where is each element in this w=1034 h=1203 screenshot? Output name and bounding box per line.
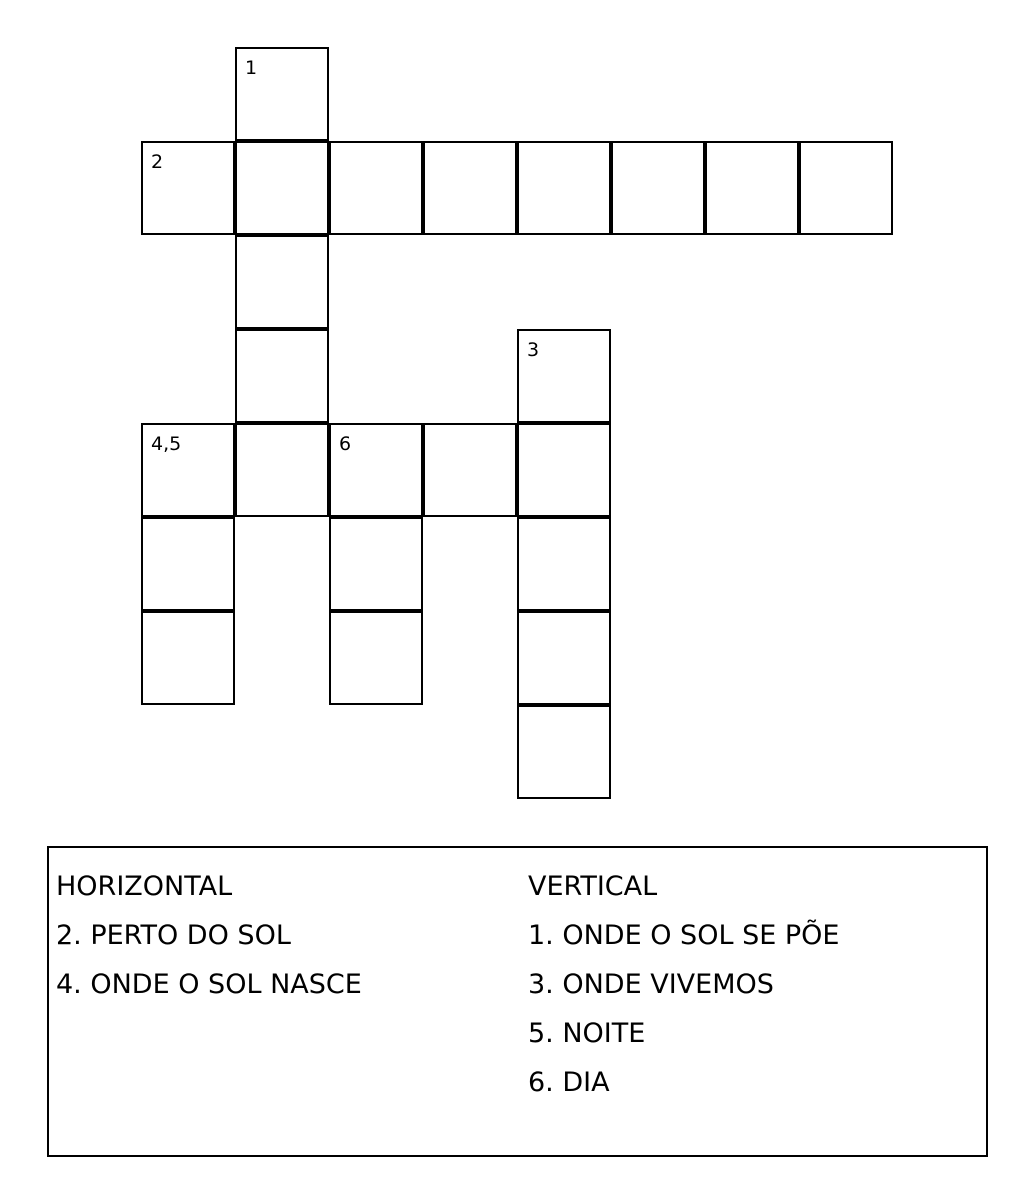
crossword-cell[interactable] xyxy=(517,423,611,517)
clue-vertical-5: 5. NOITE xyxy=(528,1018,646,1049)
crossword-cell[interactable] xyxy=(235,235,329,329)
horizontal-clues xyxy=(56,862,362,1009)
clues-box xyxy=(47,846,988,1157)
crossword-cell[interactable] xyxy=(235,423,329,517)
crossword-cell[interactable] xyxy=(423,423,517,517)
crossword-cell[interactable] xyxy=(141,423,235,517)
clue-vertical-1: 1. ONDE O SOL SE PÕE xyxy=(528,920,840,951)
crossword-cell[interactable] xyxy=(141,611,235,705)
crossword-cell[interactable] xyxy=(141,517,235,611)
cell-number: 1 xyxy=(245,57,258,79)
clue-horizontal-2: 2. PERTO DO SOL xyxy=(56,920,291,951)
crossword-cell[interactable] xyxy=(329,141,423,235)
crossword-cell[interactable] xyxy=(705,141,799,235)
crossword-cell[interactable] xyxy=(329,611,423,705)
cell-number: 2 xyxy=(151,151,164,173)
crossword-cell[interactable] xyxy=(799,141,893,235)
crossword-cell[interactable] xyxy=(423,141,517,235)
vertical-clues xyxy=(528,862,839,1107)
crossword-cell[interactable] xyxy=(517,329,611,423)
horizontal-heading: HORIZONTAL xyxy=(56,871,233,902)
crossword-cell[interactable] xyxy=(517,611,611,705)
clue-vertical-6: 6. DIA xyxy=(528,1067,610,1098)
crossword-cell[interactable] xyxy=(517,517,611,611)
crossword-cell[interactable] xyxy=(235,329,329,423)
crossword-cell[interactable] xyxy=(517,705,611,799)
crossword-cell[interactable] xyxy=(517,141,611,235)
crossword-cell[interactable] xyxy=(329,517,423,611)
cell-number: 4,5 xyxy=(151,433,182,455)
vertical-heading: VERTICAL xyxy=(528,871,658,902)
clue-vertical-3: 3. ONDE VIVEMOS xyxy=(528,969,774,1000)
clue-horizontal-4: 4. ONDE O SOL NASCE xyxy=(56,969,362,1000)
cell-number: 6 xyxy=(339,433,352,455)
crossword-cell[interactable] xyxy=(329,423,423,517)
crossword-cell[interactable] xyxy=(235,47,329,141)
crossword-cell[interactable] xyxy=(235,141,329,235)
crossword-cell[interactable] xyxy=(141,141,235,235)
cell-number: 3 xyxy=(527,339,540,361)
crossword-cell[interactable] xyxy=(611,141,705,235)
